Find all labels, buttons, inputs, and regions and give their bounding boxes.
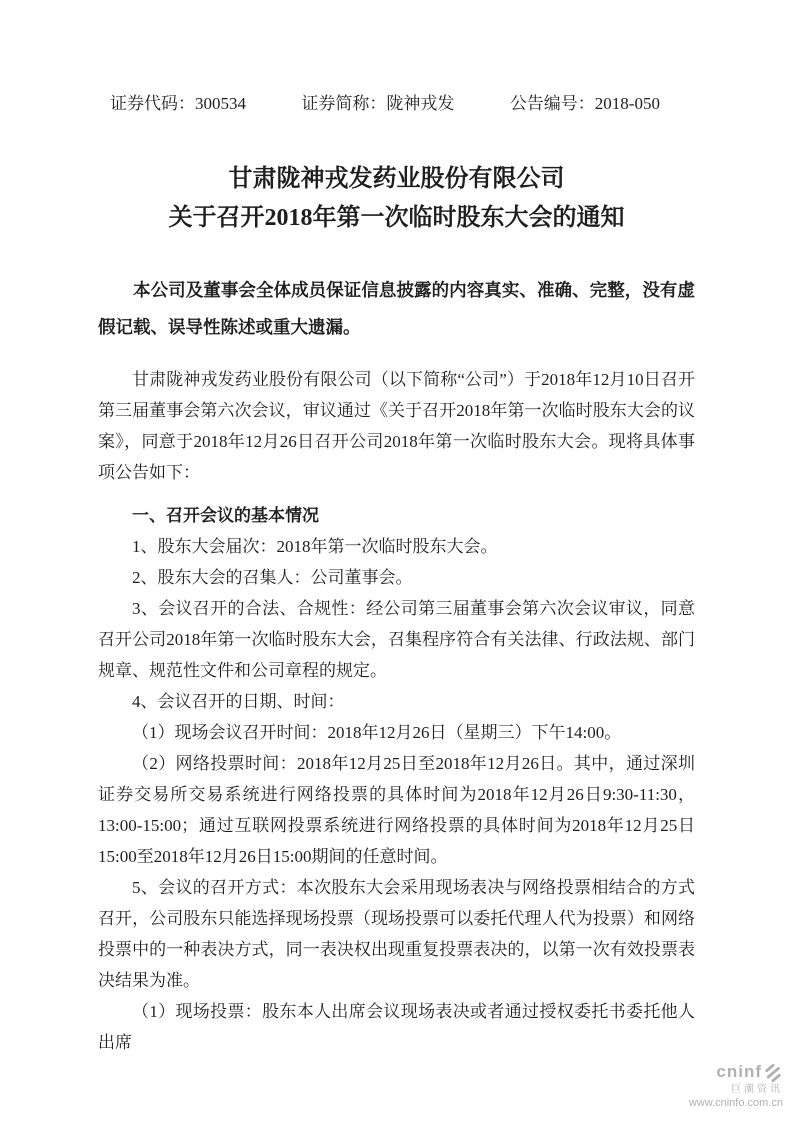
stock-name: 证券简称：陇神戎发 (301, 94, 455, 113)
document-header (110, 92, 660, 116)
cninfo-logo (689, 1062, 783, 1110)
paragraph-onsite-voting: （1）现场投票：股东本人出席会议现场表决或者通过授权委托书委托他人出席 (98, 1002, 695, 1052)
paragraph-date-time: 4、会议召开的日期、时间： (132, 692, 345, 711)
paragraph-meeting-session: 1、股东大会届次：2018年第一次临时股东大会。 (132, 537, 498, 556)
cninfo-logo-url: www.cninfo.com.cn (688, 1096, 783, 1109)
cninfo-logo-text: cninf (716, 1062, 762, 1082)
announcement-number: 公告编号：2018-050 (509, 94, 660, 113)
intro-paragraph: 甘肃陇神戎发药业股份有限公司（以下简称“公司”）于2018年12月10日召开第三届董事会第六次会议，审议通过《关于召开2018年第一次临时股东大会的议案》，同意于2018年12月26日召开公司2018年第一次临时股东大会。现将具体事项公告如下： (98, 370, 695, 482)
paragraph-onsite-time: （1）现场会议召开时间：2018年12月26日（星期三）下午14:00。 (132, 723, 622, 742)
paragraph-meeting-method: 5、会议的召开方式：本次股东大会采用现场表决与网络投票相结合的方式召开，公司股东只能选择现场投票（现场投票可以委托代理人代为投票）和网络投票中的一种表决方式，同一表决权出现重复投票表决的，以第一次有效投票表决结果为准。 (98, 878, 695, 990)
title-line-2: 关于召开2018年第一次临时股东大会的通知 (168, 205, 625, 231)
cninfo-swirl-icon (763, 1063, 783, 1083)
title-line-1: 甘肃陇神戎发药业股份有限公司 (228, 166, 565, 192)
document-title (98, 160, 695, 238)
stock-code: 证券代码：300534 (110, 94, 246, 113)
cninfo-logo-chinese: 巨潮资讯 (731, 1083, 783, 1095)
paragraph-convener: 2、股东大会的召集人：公司董事会。 (132, 568, 413, 587)
paragraph-legality: 3、会议召开的合法、合规性：经公司第三届董事会第六次会议审议，同意召开公司2018年第一次临时股东大会，召集程序符合有关法律、行政法规、部门规章、规范性文件和公司章程的规定。 (98, 599, 695, 680)
section-heading-1: 一、召开会议的基本情况 (132, 506, 319, 525)
disclaimer-paragraph: 本公司及董事会全体成员保证信息披露的内容真实、准确、完整，没有虚假记载、误导性陈述或重大遗漏。 (98, 280, 695, 337)
cninfo-logo-row (689, 1062, 783, 1082)
paragraph-online-voting-time: （2）网络投票时间：2018年12月25日至2018年12月26日。其中，通过深圳证券交易所交易系统进行网络投票的具体时间为2018年12月26日9:30-11:30，13:00-15:00；通过互联网投票系统进行网络投票的具体时间为2018年12月25日15:00至2018年12月26日15:00期间的任意时间。 (98, 754, 695, 866)
